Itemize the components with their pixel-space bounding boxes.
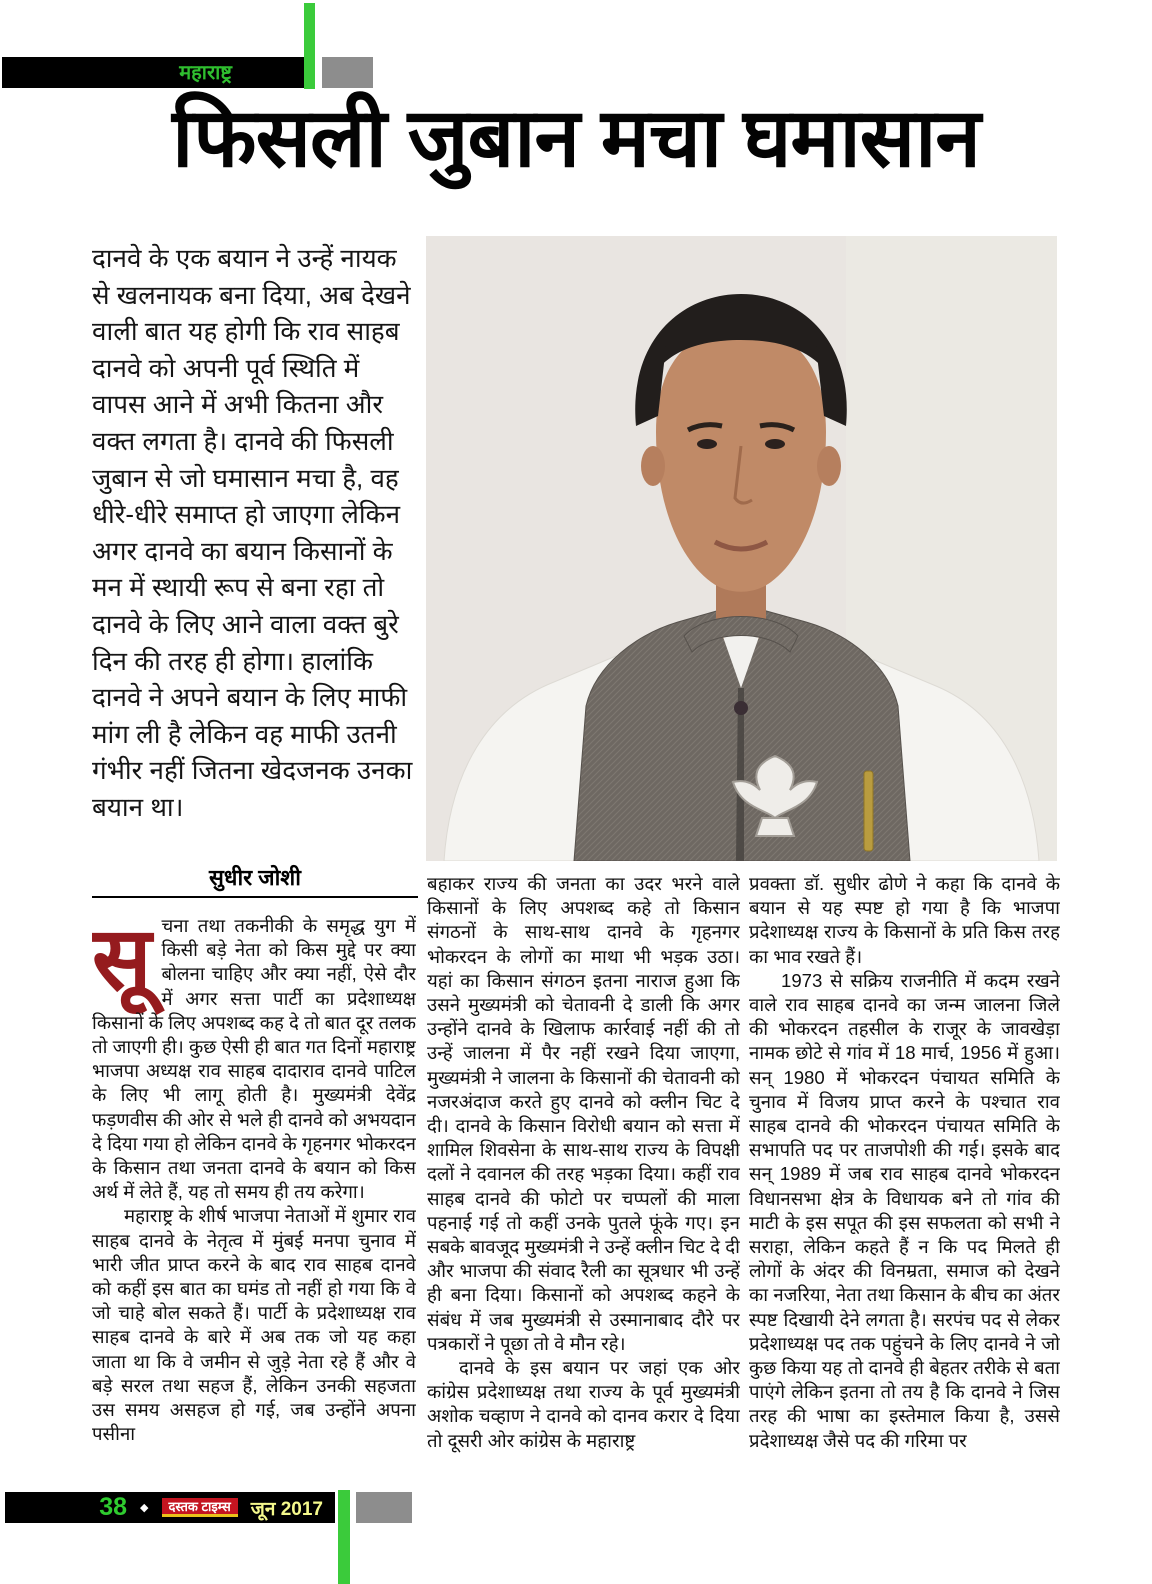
article-column-2: [427, 872, 740, 1480]
pen: [864, 771, 873, 851]
article-column-3: [749, 872, 1060, 1480]
dropcap: सू: [92, 914, 152, 1008]
issue-date: जून 2017: [250, 1498, 323, 1520]
article-column-1: [92, 914, 416, 1480]
footer-bar: [5, 1492, 335, 1523]
accent-line-bottom: [338, 1490, 350, 1584]
paragraph: [92, 914, 416, 1204]
vest-button: [734, 701, 748, 715]
byline-rule: [92, 896, 418, 898]
paragraph-text: चना तथा तकनीकी के समृद्ध युग में किसी बड़े नेता को किस मुद्दे पर क्या बोलना चाहिए और क्या नहीं, ऐसे दौर में अगर सत्ता पार्टी का प्रदेशाध्यक्ष किसानों के लिए अपशब्द कह दे तो बात दूर तलक तो जाएगी ही। कुछ ऐसी ही बात गत दिनों महाराष्ट्र भाजपा अध्यक्ष राव साहब दादाराव दानवे पाटिल के लिए भी लागू होती है। मुख्यमंत्री देवेंद्र फड़णवीस की ओर से भले ही दानवे को अभयदान दे दिया गया हो लेकिन दानवे के गृहनगर भोकरदन के किसान तथा जनता दानवे के बयान को किस अर्थ में लेते हैं, यह तो समय ही तय करेगा।: [92, 915, 416, 1203]
left-eye: [697, 439, 717, 449]
right-ear: [817, 446, 841, 486]
right-eye: [765, 439, 785, 449]
page-title: फिसली जुबान मचा घमासान: [172, 93, 980, 184]
paragraph: 1973 से सक्रिय राजनीति में कदम रखने वाले राव साहब दानवे का जन्म जालना जिले की भोकरदन तहसील के राजूर के जावखेड़ा नामक छोटे से गांव में 18 मार्च, 1956 में हुआ। सन् 1980 में भोकरदन पंचायत समिति के चुनाव में विजय प्राप्त करने के पश्चात राव साहब दानवे की भोकरदन पंचायत समिति के सभापति पद पर ताजपोशी की गई। इसके बाद सन् 1989 में जब राव साहब दानवे भोकरदन विधानसभा क्षेत्र के विधायक बने तो गांव की माटी के इस सपूत की इस सफलता को सभी ने सराहा, लेकिन कहते हैं न कि पद मिलते ही लोगों के अंदर की विनम्रता, समाज को देखने का नजरिया, नेता तथा किसान के बीच का अंतर स्पष्ट दिखायी देने लगता है। सरपंच पद से लेकर प्रदेशाध्यक्ष पद तक पहुंचने के लिए दानवे ने जो कुछ किया यह तो दानवे ही बेहतर तरीके से बता पाएंगे लेकिन इतना तो तय है कि दानवे ने जिस तरह की भाषा का इस्तेमाल किया है, उससे प्रदेशाध्यक्ष जैसे पद की गरिमा पर: [749, 969, 1060, 1451]
magazine-logo: दस्तक टाइम्स: [162, 1498, 238, 1517]
section-label: महाराष्ट्र: [179, 62, 232, 84]
accent-line-top: [304, 3, 315, 89]
politician-photo: [426, 236, 1057, 861]
page-number: 38: [99, 1493, 128, 1521]
gray-box-bottom: [356, 1492, 412, 1523]
left-ear: [641, 446, 665, 486]
paragraph: महाराष्ट्र के शीर्ष भाजपा नेताओं में शुमार राव साहब दानवे के नेतृत्व में मुंबई मनपा चुनाव में भारी जीत प्राप्त करने के बाद राव साहब दानवे को कहीं इस बात का घमंड तो नहीं हो गया कि वे जो चाहे बोल सकते हैं। पार्टी के प्रदेशाध्यक्ष राव साहब दानवे के बारे में अब तक जो यह कहा जाता था कि वे जमीन से जुड़े नेता रहे हैं और वे बड़े सरल तथा सहज हैं, लेकिन उनकी सहजता उस समय असहज हो गई, जब उन्होंने अपना पसीना: [92, 1205, 416, 1445]
standfirst-paragraph: दानवे के एक बयान ने उन्हें नायक से खलनायक बना दिया, अब देखने वाली बात यह होगी कि राव साहब दानवे को अपनी पूर्व स्थिति में वापस आने में अभी कितना और वक्त लगता है। दानवे की फिसली जुबान से जो घमासान मचा है, वह धीरे-धीरे समाप्त हो जाएगा लेकिन अगर दानवे का बयान किसानों के मन में स्थायी रूप से बना रहा तो दानवे के लिए आने वाला वक्त बुरे दिन की तरह ही होगा। हालांकि दानवे ने अपने बयान के लिए माफी मांग ली है लेकिन वह माफी उतनी गंभीर नहीं जितना खेदजनक उनका बयान था।: [92, 243, 413, 822]
paragraph: प्रवक्ता डॉ. सुधीर ढोणे ने कहा कि दानवे के बयान से यह स्पष्ट हो गया है कि भाजपा प्रदेशाध्यक्ष राज्य के किसानों के प्रति किस तरह का भाव रखते हैं।: [749, 873, 1060, 967]
portrait-illustration: [426, 236, 1057, 861]
byline: सुधीर जोशी: [209, 865, 301, 890]
paragraph: दानवे के इस बयान पर जहां एक ओर कांग्रेस प्रदेशाध्यक्ष तथा राज्य के पूर्व मुख्यमंत्री अशोक चव्हाण ने दानवे को दानव करार दे दिया तो दूसरी ओर कांग्रेस के महाराष्ट्र: [427, 1357, 740, 1451]
paragraph: बहाकर राज्य की जनता का उदर भरने वाले किसानों के लिए अपशब्द कहे तो किसान संगठनों के साथ-साथ दानवे के गृहनगर भोकरदन के लोगों का माथा भी भड़क उठा। यहां का किसान संगठन इतना नाराज हुआ कि उसने मुख्यमंत्री को चेतावनी दे डाली कि अगर उन्होंने दानवे के खिलाफ कार्रवाई नहीं की तो उन्हें जालना में पैर नहीं रखने दिया जाएगा, मुख्यमंत्री ने जालना के किसानों की चेतावनी को नजरअंदाज करते हुए दानवे को क्लीन चिट दे दी। दानवे के किसान विरोधी बयान को सत्ता में शामिल शिवसेना के साथ-साथ राज्य के विपक्षी दलों ने दवानल की तरह भड़का दिया। कहीं राव साहब दानवे की फोटो पर चप्पलों की माला पहनाई गई तो कहीं उनके पुतले फूंके गए। इन सबके बावजूद मुख्यमंत्री ने उन्हें क्लीन चिट दे दी और भाजपा की संवाद रैली का सूत्रधार भी उन्हें ही बना दिया। किसानों को अपशब्द कहने के संबंध में जब मुख्यमंत्री से उस्मानाबाद दौरे पर पत्रकारों ने पूछा तो वे मौन रहे।: [427, 873, 740, 1354]
diamond-icon: ◆: [140, 1502, 149, 1514]
